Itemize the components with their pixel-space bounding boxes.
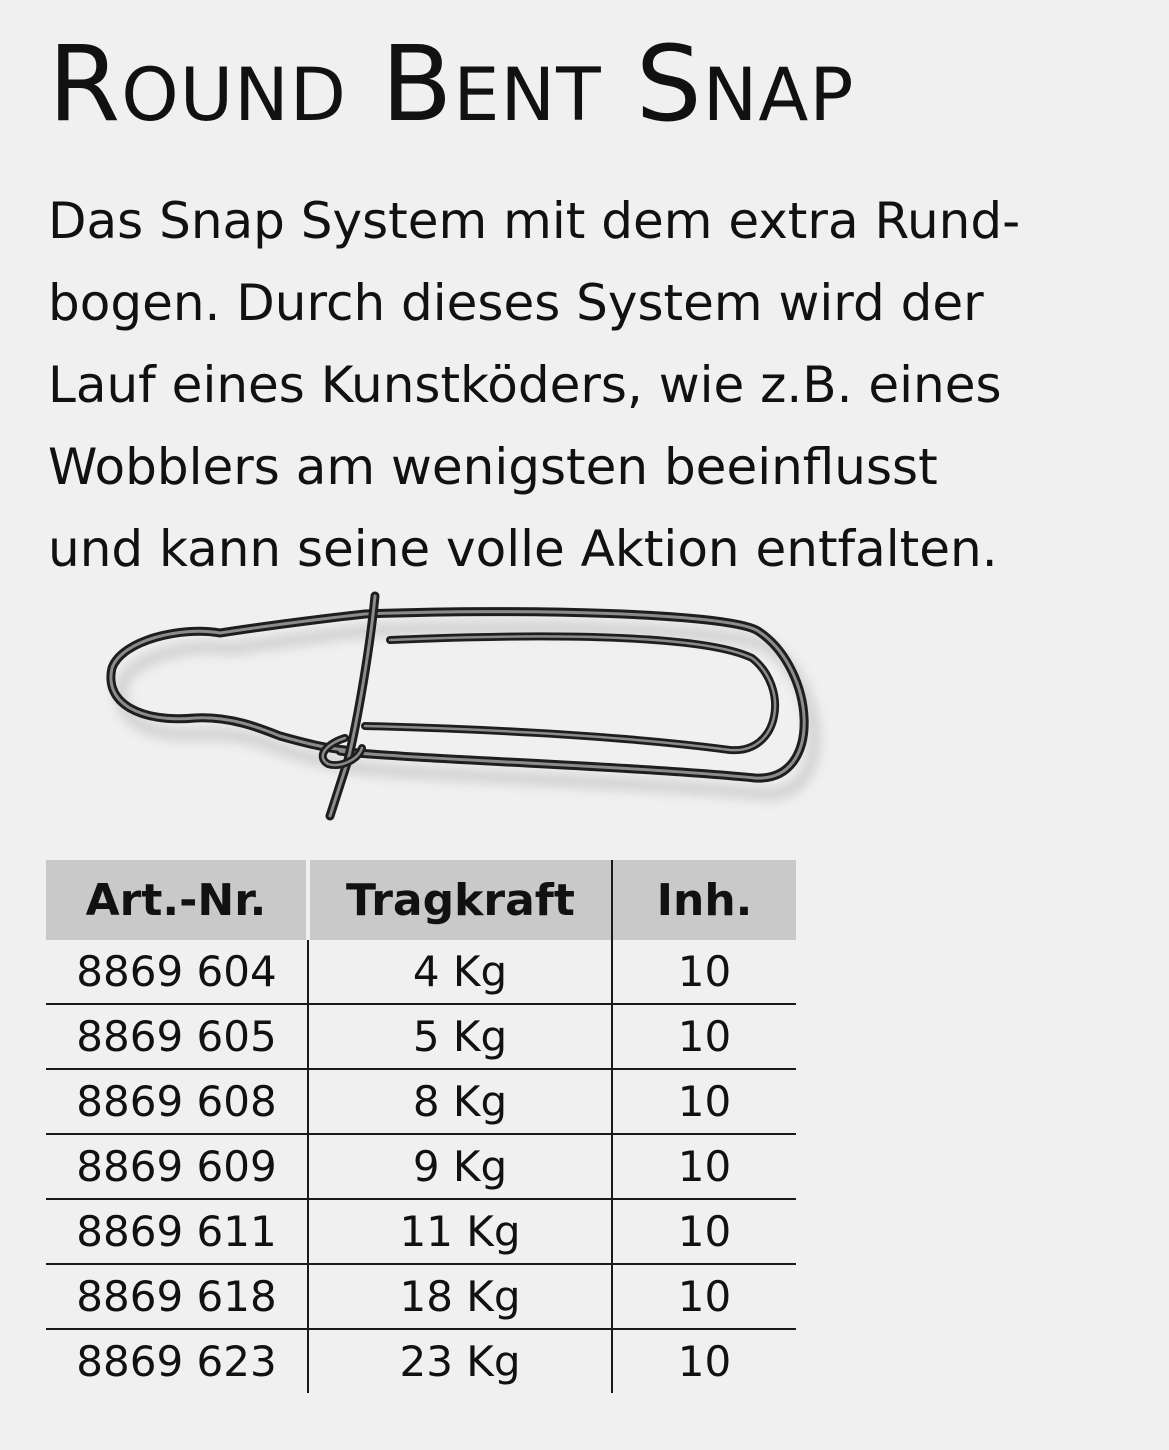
description-line: Wobblers am wenigsten beeinflusst — [48, 438, 938, 496]
product-description — [48, 180, 1138, 590]
description-line: Das Snap System mit dem extra Rund- — [48, 192, 1021, 250]
cell-load-capacity: 8 Kg — [308, 1069, 612, 1134]
table-row — [46, 1199, 796, 1264]
description-line: bogen. Durch dieses System wird der — [48, 274, 984, 332]
table-row — [46, 1004, 796, 1069]
cell-load-capacity: 4 Kg — [308, 940, 612, 1004]
table-header-row — [46, 860, 796, 940]
cell-load-capacity: 11 Kg — [308, 1199, 612, 1264]
table-row — [46, 1134, 796, 1199]
cell-quantity: 10 — [612, 1134, 796, 1199]
cell-article-number: 8869 605 — [46, 1004, 308, 1069]
header-article-number: Art.-Nr. — [46, 860, 308, 940]
cell-article-number: 8869 609 — [46, 1134, 308, 1199]
snap-clip-icon — [90, 578, 830, 848]
cell-article-number: 8869 623 — [76, 1337, 277, 1386]
cell-article-number: 8869 604 — [46, 940, 308, 1004]
cell-load-capacity: 9 Kg — [308, 1134, 612, 1199]
table-row — [46, 1329, 796, 1393]
cell-quantity: 10 — [612, 1004, 796, 1069]
cell-article-number: 8869 608 — [46, 1069, 308, 1134]
table-row — [46, 1264, 796, 1329]
spec-table — [46, 860, 796, 1393]
cell-article-number: 8869 618 — [46, 1264, 308, 1329]
cell-quantity: 10 — [612, 1264, 796, 1329]
cell-load-capacity: 23 Kg — [308, 1329, 612, 1393]
cell-load-capacity: 5 Kg — [308, 1004, 612, 1069]
product-title: Round Bent Snap — [48, 23, 855, 145]
table-row — [46, 940, 796, 1004]
header-load-capacity: Tragkraft — [308, 860, 612, 940]
description-line: und kann seine volle Aktion entfalten. — [48, 520, 998, 578]
header-quantity: Inh. — [612, 860, 796, 940]
description-line: Lauf eines Kunstköders, wie z.B. eines — [48, 356, 1002, 414]
cell-quantity: 10 — [612, 1199, 796, 1264]
table-row — [46, 1069, 796, 1134]
cell-quantity: 10 — [612, 1329, 796, 1393]
cell-article-number: 8869 611 — [46, 1199, 308, 1264]
cell-load-capacity: 18 Kg — [308, 1264, 612, 1329]
cell-quantity: 10 — [612, 1069, 796, 1134]
cell-quantity: 10 — [612, 940, 796, 1004]
